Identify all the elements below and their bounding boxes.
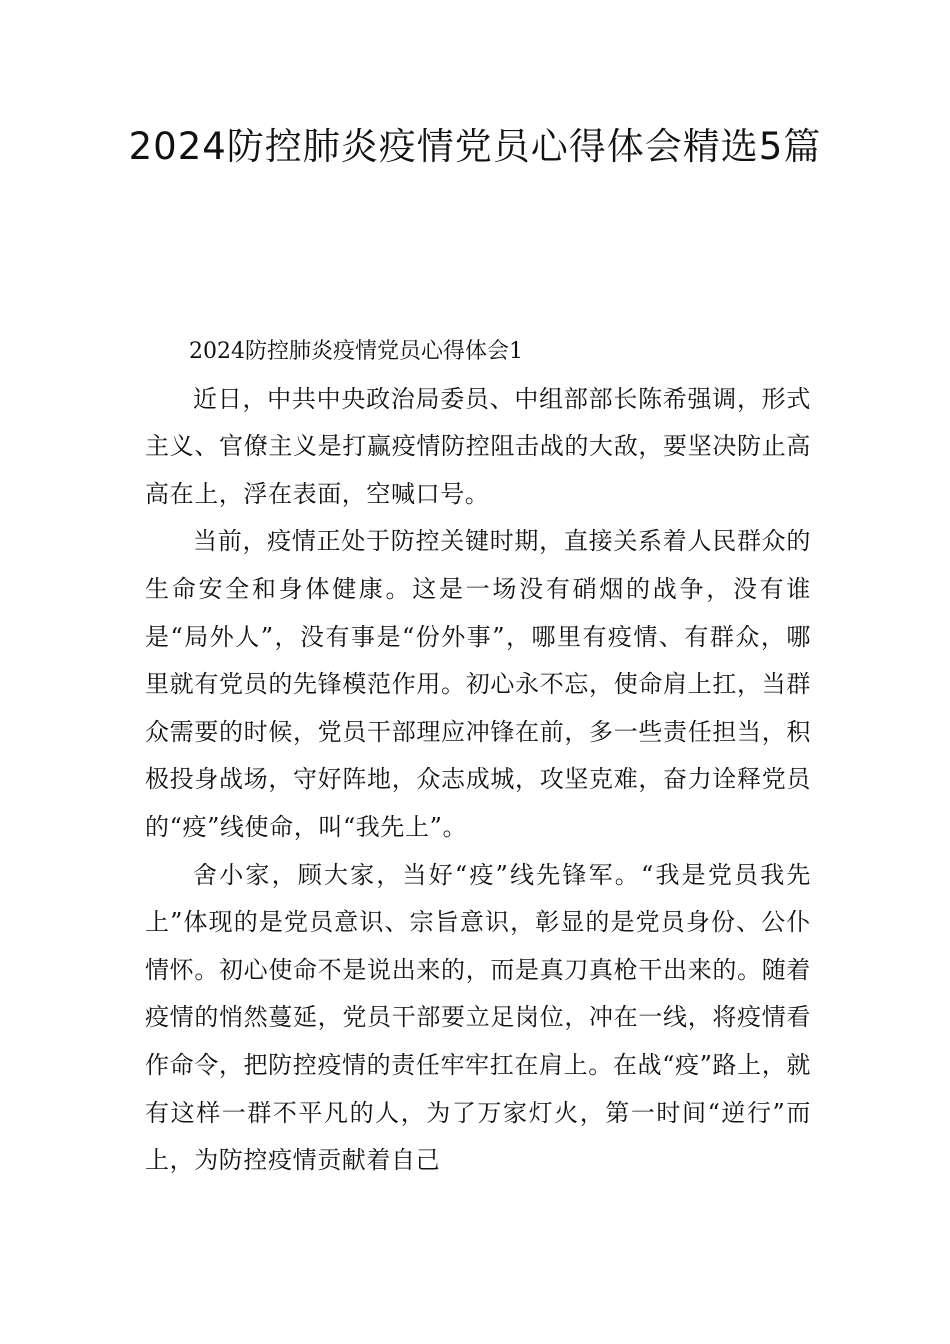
paragraph: 舍小家，顾大家，当好“疫”线先锋军。“我是党员我先上”体现的是党员意识、宗旨意识，彰显的是党员身份、公仆情怀。初心使命不是说出来的，而是真刀真枪干出来的。随着疫情的悄然蔓延，党员干部要立足岗位，冲在一线，将疫情看作命令，把防控疫情的责任牢牢扛在肩上。在战“疫”路上，就有这样一群不平凡的人，为了万家灯火，第一时间“逆行”而上，为防控疫情贡献着自己	[145, 860, 811, 1175]
document-body	[145, 328, 811, 1185]
paragraph: 当前，疫情正处于防控关键时期，直接关系着人民群众的生命安全和身体健康。这是一场没有硝烟的战争，没有谁是“局外人”，没有事是“份外事”，哪里有疫情、有群众，哪里就有党员的先锋模范作用。初心永不忘，使命肩上扛，当群众需要的时候，党员干部理应冲锋在前，多一些责任担当，积极投身战场，守好阵地，众志成城，攻坚克难，奋力诠释党员的“疫”线使命，叫“我先上”。	[145, 527, 811, 841]
document-title: 2024防控肺炎疫情党员心得体会精选5篇	[128, 125, 822, 168]
section-heading: 2024防控肺炎疫情党员心得体会1	[189, 339, 523, 364]
paragraph: 近日，中共中央政治局委员、中组部部长陈希强调，形式主义、官僚主义是打赢疫情防控阻击战的大敌，要坚决防止高高在上，浮在表面，空喊口号。	[145, 384, 811, 508]
